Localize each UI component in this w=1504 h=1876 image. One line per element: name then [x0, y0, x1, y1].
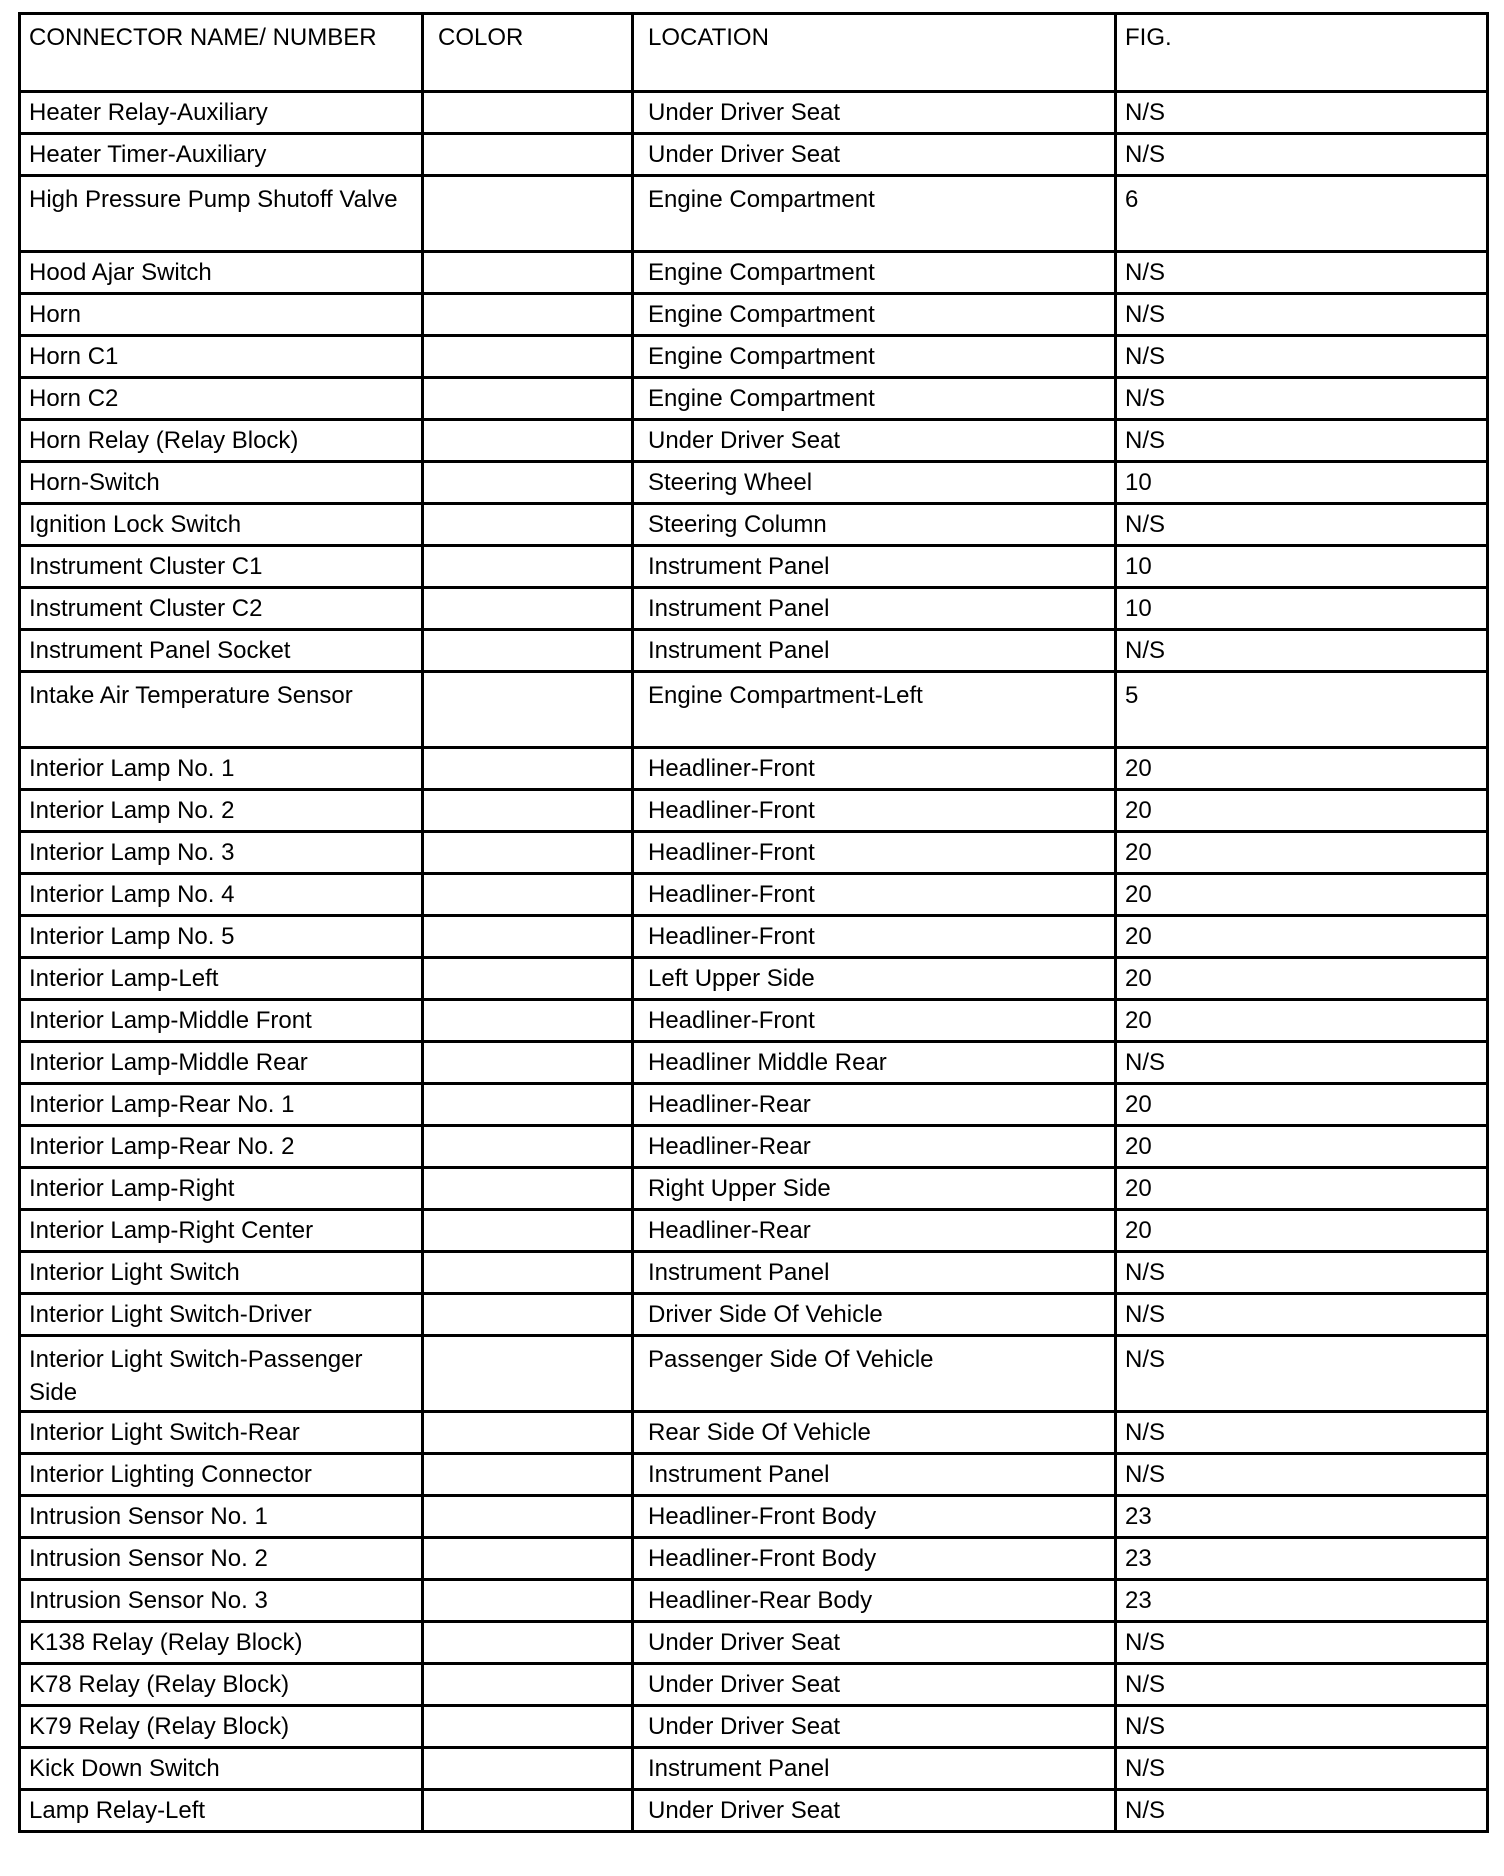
location-cell: Headliner-Front — [633, 916, 1116, 958]
color-cell — [423, 1084, 633, 1126]
fig-cell: N/S — [1116, 1664, 1488, 1706]
connector-name-cell: K79 Relay (Relay Block) — [20, 1706, 423, 1748]
location-cell: Instrument Panel — [633, 1748, 1116, 1790]
header-location: LOCATION — [633, 14, 1116, 92]
color-cell — [423, 588, 633, 630]
fig-cell: 20 — [1116, 1084, 1488, 1126]
connector-name-cell: Interior Lamp No. 1 — [20, 748, 423, 790]
location-cell: Instrument Panel — [633, 1454, 1116, 1496]
fig-cell: N/S — [1116, 252, 1488, 294]
table-header-row — [20, 14, 1488, 92]
color-cell — [423, 672, 633, 748]
table-row — [20, 1748, 1488, 1790]
table-row — [20, 1622, 1488, 1664]
connector-name-cell: Interior Lamp No. 2 — [20, 790, 423, 832]
location-cell: Driver Side Of Vehicle — [633, 1294, 1116, 1336]
location-cell: Headliner-Front — [633, 748, 1116, 790]
location-cell: Headliner-Rear Body — [633, 1580, 1116, 1622]
table-row — [20, 1454, 1488, 1496]
table-row — [20, 790, 1488, 832]
table-row — [20, 1042, 1488, 1084]
connector-name-cell: Interior Light Switch-Passenger Side — [20, 1336, 423, 1412]
connector-name-cell: Interior Lamp-Right — [20, 1168, 423, 1210]
location-cell: Headliner-Front — [633, 790, 1116, 832]
location-cell: Engine Compartment — [633, 252, 1116, 294]
fig-cell: 20 — [1116, 832, 1488, 874]
table-row — [20, 1580, 1488, 1622]
table-row — [20, 1210, 1488, 1252]
connector-name-cell: Hood Ajar Switch — [20, 252, 423, 294]
connector-name-cell: Ignition Lock Switch — [20, 504, 423, 546]
fig-cell: 10 — [1116, 588, 1488, 630]
connector-name-cell: Interior Lamp-Right Center — [20, 1210, 423, 1252]
fig-cell: N/S — [1116, 294, 1488, 336]
fig-cell: 6 — [1116, 176, 1488, 252]
fig-cell: 20 — [1116, 748, 1488, 790]
table-row — [20, 1294, 1488, 1336]
table-row — [20, 1168, 1488, 1210]
connector-name-cell: Intrusion Sensor No. 1 — [20, 1496, 423, 1538]
table-row — [20, 504, 1488, 546]
fig-cell: N/S — [1116, 134, 1488, 176]
location-cell: Right Upper Side — [633, 1168, 1116, 1210]
fig-cell: N/S — [1116, 1622, 1488, 1664]
color-cell — [423, 1168, 633, 1210]
connector-name-cell: Interior Light Switch — [20, 1252, 423, 1294]
table-row — [20, 1252, 1488, 1294]
location-cell: Headliner-Front — [633, 874, 1116, 916]
color-cell — [423, 790, 633, 832]
location-cell: Under Driver Seat — [633, 420, 1116, 462]
connector-name-cell: Interior Lamp No. 3 — [20, 832, 423, 874]
table-row — [20, 294, 1488, 336]
connector-name-cell: High Pressure Pump Shutoff Valve — [20, 176, 423, 252]
fig-cell: N/S — [1116, 336, 1488, 378]
location-cell: Steering Column — [633, 504, 1116, 546]
table-row — [20, 420, 1488, 462]
connector-name-cell: Interior Lamp-Rear No. 2 — [20, 1126, 423, 1168]
color-cell — [423, 1454, 633, 1496]
table-row — [20, 630, 1488, 672]
table-row — [20, 1126, 1488, 1168]
color-cell — [423, 958, 633, 1000]
color-cell — [423, 1336, 633, 1412]
fig-cell: N/S — [1116, 1294, 1488, 1336]
location-cell: Steering Wheel — [633, 462, 1116, 504]
fig-cell: 20 — [1116, 958, 1488, 1000]
fig-cell: N/S — [1116, 420, 1488, 462]
fig-cell: N/S — [1116, 1336, 1488, 1412]
fig-cell: 20 — [1116, 874, 1488, 916]
connector-name-cell: Intake Air Temperature Sensor — [20, 672, 423, 748]
connector-name-cell: Instrument Panel Socket — [20, 630, 423, 672]
connector-name-cell: Interior Lamp-Middle Rear — [20, 1042, 423, 1084]
fig-cell: 20 — [1116, 1210, 1488, 1252]
location-cell: Engine Compartment — [633, 378, 1116, 420]
color-cell — [423, 1210, 633, 1252]
fig-cell: 23 — [1116, 1496, 1488, 1538]
location-cell: Instrument Panel — [633, 588, 1116, 630]
fig-cell: N/S — [1116, 1412, 1488, 1454]
color-cell — [423, 294, 633, 336]
table-row — [20, 832, 1488, 874]
table-row — [20, 748, 1488, 790]
color-cell — [423, 1748, 633, 1790]
fig-cell: 20 — [1116, 1126, 1488, 1168]
location-cell: Engine Compartment — [633, 336, 1116, 378]
location-cell: Under Driver Seat — [633, 1706, 1116, 1748]
connector-name-cell: Horn-Switch — [20, 462, 423, 504]
header-color: COLOR — [423, 14, 633, 92]
connector-name-cell: Interior Light Switch-Rear — [20, 1412, 423, 1454]
connector-name-cell: Heater Relay-Auxiliary — [20, 92, 423, 134]
location-cell: Headliner-Front — [633, 1000, 1116, 1042]
connector-name-cell: Interior Lighting Connector — [20, 1454, 423, 1496]
table-row — [20, 134, 1488, 176]
fig-cell: 23 — [1116, 1580, 1488, 1622]
table-row — [20, 1538, 1488, 1580]
location-cell: Under Driver Seat — [633, 134, 1116, 176]
fig-cell: N/S — [1116, 378, 1488, 420]
connector-name-cell: Horn Relay (Relay Block) — [20, 420, 423, 462]
color-cell — [423, 1042, 633, 1084]
table-row — [20, 1336, 1488, 1412]
fig-cell: 10 — [1116, 462, 1488, 504]
connector-name-cell: K138 Relay (Relay Block) — [20, 1622, 423, 1664]
color-cell — [423, 546, 633, 588]
table-row — [20, 874, 1488, 916]
connector-name-cell: K78 Relay (Relay Block) — [20, 1664, 423, 1706]
location-cell: Instrument Panel — [633, 546, 1116, 588]
table-row — [20, 1664, 1488, 1706]
fig-cell: 5 — [1116, 672, 1488, 748]
fig-cell: N/S — [1116, 1706, 1488, 1748]
fig-cell: N/S — [1116, 504, 1488, 546]
connector-name-cell: Interior Lamp No. 5 — [20, 916, 423, 958]
color-cell — [423, 420, 633, 462]
color-cell — [423, 378, 633, 420]
table-row — [20, 588, 1488, 630]
connector-name-cell: Interior Lamp-Rear No. 1 — [20, 1084, 423, 1126]
location-cell: Engine Compartment-Left — [633, 672, 1116, 748]
color-cell — [423, 630, 633, 672]
color-cell — [423, 748, 633, 790]
color-cell — [423, 1622, 633, 1664]
color-cell — [423, 1294, 633, 1336]
location-cell: Headliner-Rear — [633, 1084, 1116, 1126]
connector-name-cell: Intrusion Sensor No. 2 — [20, 1538, 423, 1580]
fig-cell: N/S — [1116, 1790, 1488, 1832]
connector-name-cell: Instrument Cluster C2 — [20, 588, 423, 630]
header-connector-name: CONNECTOR NAME/ NUMBER — [20, 14, 423, 92]
location-cell: Headliner-Front — [633, 832, 1116, 874]
color-cell — [423, 504, 633, 546]
fig-cell: N/S — [1116, 630, 1488, 672]
connector-name-cell: Horn C2 — [20, 378, 423, 420]
color-cell — [423, 1126, 633, 1168]
color-cell — [423, 1000, 633, 1042]
location-cell: Passenger Side Of Vehicle — [633, 1336, 1116, 1412]
fig-cell: 20 — [1116, 790, 1488, 832]
color-cell — [423, 92, 633, 134]
fig-cell: 20 — [1116, 916, 1488, 958]
connector-name-cell: Lamp Relay-Left — [20, 1790, 423, 1832]
color-cell — [423, 134, 633, 176]
connector-name-cell: Horn C1 — [20, 336, 423, 378]
fig-cell: 20 — [1116, 1000, 1488, 1042]
fig-cell: 23 — [1116, 1538, 1488, 1580]
table-row — [20, 336, 1488, 378]
color-cell — [423, 336, 633, 378]
header-fig: FIG. — [1116, 14, 1488, 92]
table-row — [20, 252, 1488, 294]
location-cell: Under Driver Seat — [633, 1622, 1116, 1664]
table-row — [20, 1790, 1488, 1832]
table-row — [20, 672, 1488, 748]
fig-cell: N/S — [1116, 1252, 1488, 1294]
table-row — [20, 378, 1488, 420]
fig-cell: N/S — [1116, 1042, 1488, 1084]
color-cell — [423, 1706, 633, 1748]
connector-name-cell: Horn — [20, 294, 423, 336]
table-row — [20, 92, 1488, 134]
location-cell: Headliner-Rear — [633, 1210, 1116, 1252]
color-cell — [423, 1664, 633, 1706]
color-cell — [423, 252, 633, 294]
location-cell: Instrument Panel — [633, 630, 1116, 672]
color-cell — [423, 874, 633, 916]
color-cell — [423, 916, 633, 958]
table-row — [20, 462, 1488, 504]
location-cell: Under Driver Seat — [633, 1790, 1116, 1832]
color-cell — [423, 1496, 633, 1538]
connector-name-cell: Interior Light Switch-Driver — [20, 1294, 423, 1336]
location-cell: Headliner-Front Body — [633, 1496, 1116, 1538]
color-cell — [423, 176, 633, 252]
color-cell — [423, 1580, 633, 1622]
table-row — [20, 916, 1488, 958]
location-cell: Engine Compartment — [633, 294, 1116, 336]
table-row — [20, 1000, 1488, 1042]
connector-name-cell: Interior Lamp-Middle Front — [20, 1000, 423, 1042]
color-cell — [423, 1252, 633, 1294]
location-cell: Instrument Panel — [633, 1252, 1116, 1294]
color-cell — [423, 462, 633, 504]
color-cell — [423, 832, 633, 874]
location-cell: Headliner-Rear — [633, 1126, 1116, 1168]
table-row — [20, 1084, 1488, 1126]
table-row — [20, 958, 1488, 1000]
location-cell: Engine Compartment — [633, 176, 1116, 252]
table-row — [20, 1496, 1488, 1538]
color-cell — [423, 1790, 633, 1832]
table-row — [20, 1412, 1488, 1454]
connector-name-cell: Intrusion Sensor No. 3 — [20, 1580, 423, 1622]
table-row — [20, 546, 1488, 588]
table-row — [20, 1706, 1488, 1748]
connector-name-cell: Heater Timer-Auxiliary — [20, 134, 423, 176]
fig-cell: N/S — [1116, 92, 1488, 134]
location-cell: Under Driver Seat — [633, 1664, 1116, 1706]
location-cell: Under Driver Seat — [633, 92, 1116, 134]
location-cell: Headliner Middle Rear — [633, 1042, 1116, 1084]
connector-table — [18, 12, 1489, 1833]
location-cell: Headliner-Front Body — [633, 1538, 1116, 1580]
fig-cell: 10 — [1116, 546, 1488, 588]
fig-cell: N/S — [1116, 1454, 1488, 1496]
location-cell: Rear Side Of Vehicle — [633, 1412, 1116, 1454]
connector-name-cell: Instrument Cluster C1 — [20, 546, 423, 588]
location-cell: Left Upper Side — [633, 958, 1116, 1000]
connector-name-cell: Kick Down Switch — [20, 1748, 423, 1790]
connector-name-cell: Interior Lamp-Left — [20, 958, 423, 1000]
color-cell — [423, 1538, 633, 1580]
fig-cell: N/S — [1116, 1748, 1488, 1790]
color-cell — [423, 1412, 633, 1454]
table-row — [20, 176, 1488, 252]
connector-name-cell: Interior Lamp No. 4 — [20, 874, 423, 916]
fig-cell: 20 — [1116, 1168, 1488, 1210]
